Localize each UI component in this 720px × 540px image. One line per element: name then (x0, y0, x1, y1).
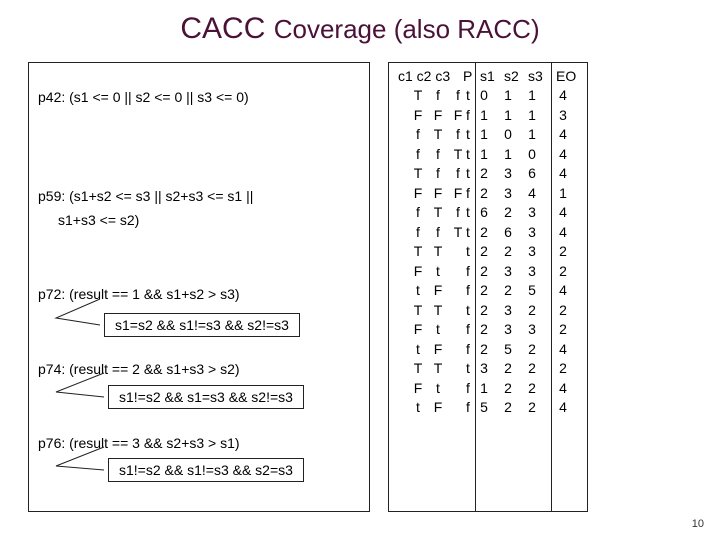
cell-c1: f (416, 145, 420, 162)
cell-c3: T (453, 223, 463, 240)
header-p: P (463, 68, 473, 84)
cell-p: t (466, 126, 470, 142)
cell-eo: 4 (559, 340, 567, 357)
cell-s2: 2 (504, 399, 512, 415)
cell-p: t (466, 87, 470, 103)
cell-p: t (466, 223, 470, 240)
cell-s3: 3 (528, 204, 536, 220)
slide-title (0, 12, 720, 46)
cell-c3: f (456, 126, 460, 142)
cell-c1: T (413, 243, 423, 259)
cell-eo: 2 (559, 243, 567, 259)
cell-p: f (466, 379, 470, 396)
cell-c1: f (416, 204, 420, 220)
cell-eo: 4 (559, 126, 567, 142)
cell-c1: f (416, 223, 420, 240)
cell-c2: f (436, 145, 440, 162)
subcondition-p72: s1=s2 && s1!=s3 && s2!=s3 (104, 313, 300, 337)
cell-s3: 1 (528, 126, 536, 142)
cell-s1: 1 (480, 379, 488, 396)
cell-c3: f (456, 87, 460, 103)
cell-s1: 6 (480, 204, 488, 220)
cell-c3: T (453, 145, 463, 162)
predicate-p42: p42: (s1 <= 0 || s2 <= 0 || s3 <= 0) (38, 89, 249, 105)
cell-p: t (466, 360, 470, 376)
cell-s3: 2 (528, 379, 536, 396)
cell-c1: F (413, 184, 423, 201)
cell-c2: t (436, 321, 440, 337)
cell-c2: t (436, 379, 440, 396)
cell-s1: 2 (480, 243, 488, 259)
cell-s1: 2 (480, 165, 488, 181)
cell-s3: 6 (528, 165, 536, 181)
cell-s2: 3 (504, 262, 512, 279)
cell-s2: 2 (504, 204, 512, 220)
cell-c3: F (453, 106, 463, 123)
cell-p: f (466, 340, 470, 357)
cell-c2: f (436, 223, 440, 240)
cell-s2: 2 (504, 360, 512, 376)
cell-c1: f (416, 126, 420, 142)
predicate-p74: p74: (result == 2 && s1+s3 > s2) (38, 361, 240, 377)
cell-c2: F (433, 340, 443, 357)
cell-c3: f (456, 204, 460, 220)
cell-s3: 3 (528, 262, 536, 279)
cell-eo: 4 (559, 223, 567, 240)
cell-s1: 2 (480, 282, 488, 298)
cell-eo: 1 (559, 184, 567, 201)
cell-s1: 2 (480, 340, 488, 357)
predicate-p76: p76: (result == 3 && s2+s3 > s1) (38, 435, 240, 451)
cell-s3: 3 (528, 321, 536, 337)
cell-c1: F (413, 379, 423, 396)
cell-s2: 5 (504, 340, 512, 357)
predicate-p72: p72: (result == 1 && s1+s2 > s3) (38, 286, 240, 302)
cell-s1: 0 (480, 87, 488, 103)
cell-s2: 3 (504, 321, 512, 337)
cell-eo: 4 (559, 379, 567, 396)
cell-c2: F (433, 399, 443, 415)
cell-p: t (466, 204, 470, 220)
cell-c2: f (436, 87, 440, 103)
cell-c2: F (433, 106, 443, 123)
cell-p: f (466, 262, 470, 279)
cell-p: f (466, 399, 470, 415)
cell-p: t (466, 243, 470, 259)
cell-c2: T (433, 126, 443, 142)
cell-s2: 6 (504, 223, 512, 240)
cell-s3: 5 (528, 282, 536, 298)
cell-eo: 3 (559, 106, 567, 123)
cell-c1: F (413, 106, 423, 123)
cell-eo: 4 (559, 399, 567, 415)
cell-c1: T (413, 360, 423, 376)
cell-s1: 1 (480, 106, 488, 123)
cell-s1: 3 (480, 360, 488, 376)
cell-s2: 1 (504, 145, 512, 162)
cell-c2: T (433, 243, 443, 259)
cell-eo: 4 (559, 87, 567, 103)
title-rest: Coverage (also RACC) (273, 14, 540, 44)
cell-s3: 2 (528, 301, 536, 318)
cell-eo: 4 (559, 165, 567, 181)
cell-p: f (466, 106, 470, 123)
cell-c3: f (456, 165, 460, 181)
subcondition-p76: s1!=s2 && s1!=s3 && s2=s3 (108, 458, 304, 482)
cell-s3: 2 (528, 360, 536, 376)
cell-s3: 0 (528, 145, 536, 162)
title-main: CACC (180, 12, 266, 45)
cell-c1: T (413, 87, 423, 103)
cell-c2: T (433, 360, 443, 376)
cell-c3: F (453, 184, 463, 201)
cell-c1: F (413, 262, 423, 279)
cell-c2: t (436, 262, 440, 279)
cell-eo: 2 (559, 262, 567, 279)
cell-c1: F (413, 321, 423, 337)
header-s3: s3 (528, 68, 543, 84)
cell-p: f (466, 321, 470, 337)
cell-s2: 1 (504, 106, 512, 123)
cell-s2: 3 (504, 301, 512, 318)
cell-eo: 4 (559, 145, 567, 162)
cell-s1: 2 (480, 184, 488, 201)
header-s1: s1 (480, 68, 495, 84)
cell-s1: 1 (480, 126, 488, 142)
cell-p: t (466, 165, 470, 181)
cell-p: t (466, 145, 470, 162)
cell-eo: 2 (559, 301, 567, 318)
cell-s2: 3 (504, 165, 512, 181)
cell-s2: 1 (504, 87, 512, 103)
cell-c1: t (416, 340, 420, 357)
cell-s1: 2 (480, 321, 488, 337)
cell-s2: 3 (504, 184, 512, 201)
cell-c1: T (413, 301, 423, 318)
cell-c1: t (416, 399, 420, 415)
cell-s3: 4 (528, 184, 536, 201)
cell-c2: f (436, 165, 440, 181)
cell-s2: 2 (504, 379, 512, 396)
cell-s3: 3 (528, 223, 536, 240)
cell-s3: 1 (528, 87, 536, 103)
subcondition-p74: s1!=s2 && s1=s3 && s2!=s3 (108, 385, 304, 409)
cell-c1: t (416, 282, 420, 298)
cell-s1: 2 (480, 223, 488, 240)
header-eo: EO (556, 68, 577, 84)
cell-s2: 0 (504, 126, 512, 142)
cell-eo: 4 (559, 204, 567, 220)
cell-s3: 2 (528, 399, 536, 415)
cell-c2: T (433, 204, 443, 220)
page-number: 10 (691, 518, 704, 530)
cell-s1: 2 (480, 301, 488, 318)
cell-s2: 2 (504, 243, 512, 259)
predicate-p59-line2: s1+s3 <= s2) (58, 212, 140, 228)
cell-s3: 2 (528, 340, 536, 357)
cell-s1: 5 (480, 399, 488, 415)
cell-c2: F (433, 282, 443, 298)
cell-eo: 4 (559, 282, 567, 298)
cell-eo: 2 (559, 321, 567, 337)
cell-c2: F (433, 184, 443, 201)
predicate-p59-line1: p59: (s1+s2 <= s3 || s2+s3 <= s1 || (38, 188, 254, 204)
cell-c2: T (433, 301, 443, 318)
cell-s1: 2 (480, 262, 488, 279)
header-clauses: c1 c2 c3 (398, 68, 451, 84)
header-s2: s2 (504, 68, 519, 84)
cell-p: t (466, 301, 470, 318)
cell-eo: 2 (559, 360, 567, 376)
cell-s1: 1 (480, 145, 488, 162)
cell-p: f (466, 282, 470, 298)
cell-s3: 3 (528, 243, 536, 259)
cell-s2: 2 (504, 282, 512, 298)
cell-p: f (466, 184, 470, 201)
cell-c1: T (413, 165, 423, 181)
cell-s3: 1 (528, 106, 536, 123)
